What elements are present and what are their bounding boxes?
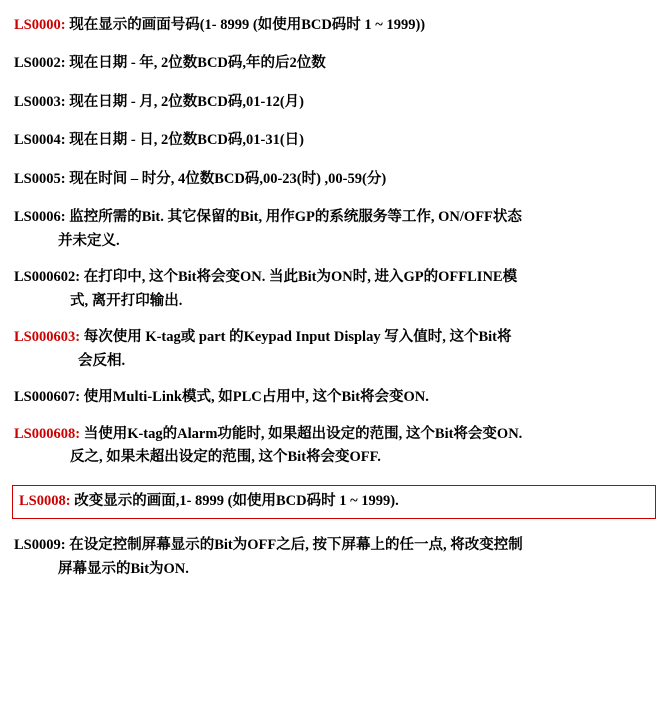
highlighted-entry-box xyxy=(12,485,656,519)
entry-ls0003 xyxy=(0,91,670,114)
entry-description: 在打印中, 这个Bit将会变ON. 当此Bit为ON时, 进入GP的OFFLINE模 xyxy=(83,269,518,286)
entry-ls0002 xyxy=(0,52,670,75)
entry-ls000603 xyxy=(0,326,670,373)
entry-ls000607 xyxy=(0,386,670,409)
entry-text xyxy=(14,52,654,75)
entry-description: 每次使用 K-tag或 part 的Keypad Input Display 写入值时, 这个Bit将 xyxy=(83,329,512,346)
entry-text xyxy=(19,490,649,513)
entry-code: LS000607: xyxy=(14,389,81,406)
entry-ls000608 xyxy=(0,423,670,470)
entry-text xyxy=(14,129,654,152)
entry-description: 现在日期 - 月, 2位数BCD码,01-12(月) xyxy=(69,93,305,110)
entry-description-line2: 式, 离开打印输出. xyxy=(70,292,183,309)
entry-text xyxy=(14,266,654,313)
entry-description: 使用Multi-Link模式, 如PLC占用中, 这个Bit将会变ON. xyxy=(83,389,429,406)
entry-code: LS0003: xyxy=(14,93,66,110)
entry-description: 改变显示的画面,1- 8999 (如使用BCD码时 1 ~ 1999). xyxy=(74,492,399,509)
spacer xyxy=(0,313,670,326)
entry-text xyxy=(14,206,654,253)
entry-ls0005 xyxy=(0,168,670,191)
entry-code: LS0005: xyxy=(14,170,66,187)
entry-ls0008 xyxy=(19,490,649,513)
entry-description-line2: 会反相. xyxy=(78,352,126,369)
entry-text xyxy=(14,91,654,114)
entry-text xyxy=(14,423,654,470)
entry-code: LS0000: xyxy=(14,17,66,33)
entry-text xyxy=(14,386,654,409)
entry-description: 监控所需的Bit. 其它保留的Bit, 用作GP的系统服务等工作, ON/OFF状态 xyxy=(69,209,522,226)
entry-ls0000 xyxy=(0,14,670,37)
entry-description-line2: 反之, 如果未超出设定的范围, 这个Bit将会变OFF. xyxy=(70,449,381,466)
entry-text xyxy=(14,326,654,373)
entry-ls000602 xyxy=(0,266,670,313)
entry-ls0006 xyxy=(0,206,670,253)
entry-code: LS000608: xyxy=(14,425,81,442)
entry-description: 在设定控制屏幕显示的Bit为OFF之后, 按下屏幕上的任一点, 将改变控制 xyxy=(69,537,523,554)
entry-code: LS0008: xyxy=(19,492,71,509)
entry-ls0009 xyxy=(0,534,670,581)
entry-code: LS0009: xyxy=(14,537,66,554)
spacer xyxy=(0,37,670,52)
spacer xyxy=(0,410,670,423)
entry-description-line2: 并未定义. xyxy=(58,232,120,249)
entry-ls0004 xyxy=(0,129,670,152)
spacer xyxy=(0,373,670,386)
spacer xyxy=(0,253,670,266)
spacer xyxy=(0,191,670,206)
entry-code: LS000602: xyxy=(14,269,81,286)
spacer xyxy=(0,519,670,534)
entry-description: 现在时间 – 时分, 4位数BCD码,00-23(时) ,00-59(分) xyxy=(69,170,387,187)
entry-code: LS000603: xyxy=(14,329,81,346)
top-spacer xyxy=(0,0,670,14)
spacer xyxy=(0,153,670,168)
entry-description: 当使用K-tag的Alarm功能时, 如果超出设定的范围, 这个Bit将会变ON. xyxy=(83,425,523,442)
entry-description: 现在日期 - 年, 2位数BCD码,年的后2位数 xyxy=(69,55,326,72)
spacer xyxy=(0,114,670,129)
entry-description: 现在日期 - 日, 2位数BCD码,01-31(日) xyxy=(69,132,305,149)
entry-text xyxy=(14,168,654,191)
spacer xyxy=(0,470,670,485)
entry-code: LS0006: xyxy=(14,209,66,226)
entry-code: LS0004: xyxy=(14,132,66,149)
entry-text xyxy=(14,534,654,581)
entry-description-line2: 屏幕显示的Bit为ON. xyxy=(58,560,189,577)
spacer xyxy=(0,76,670,91)
entry-code: LS0002: xyxy=(14,55,66,72)
entry-text xyxy=(14,14,654,37)
entry-description: 现在显示的画面号码(1- 8999 (如使用BCD码时 1 ~ 1999)) xyxy=(69,17,426,33)
